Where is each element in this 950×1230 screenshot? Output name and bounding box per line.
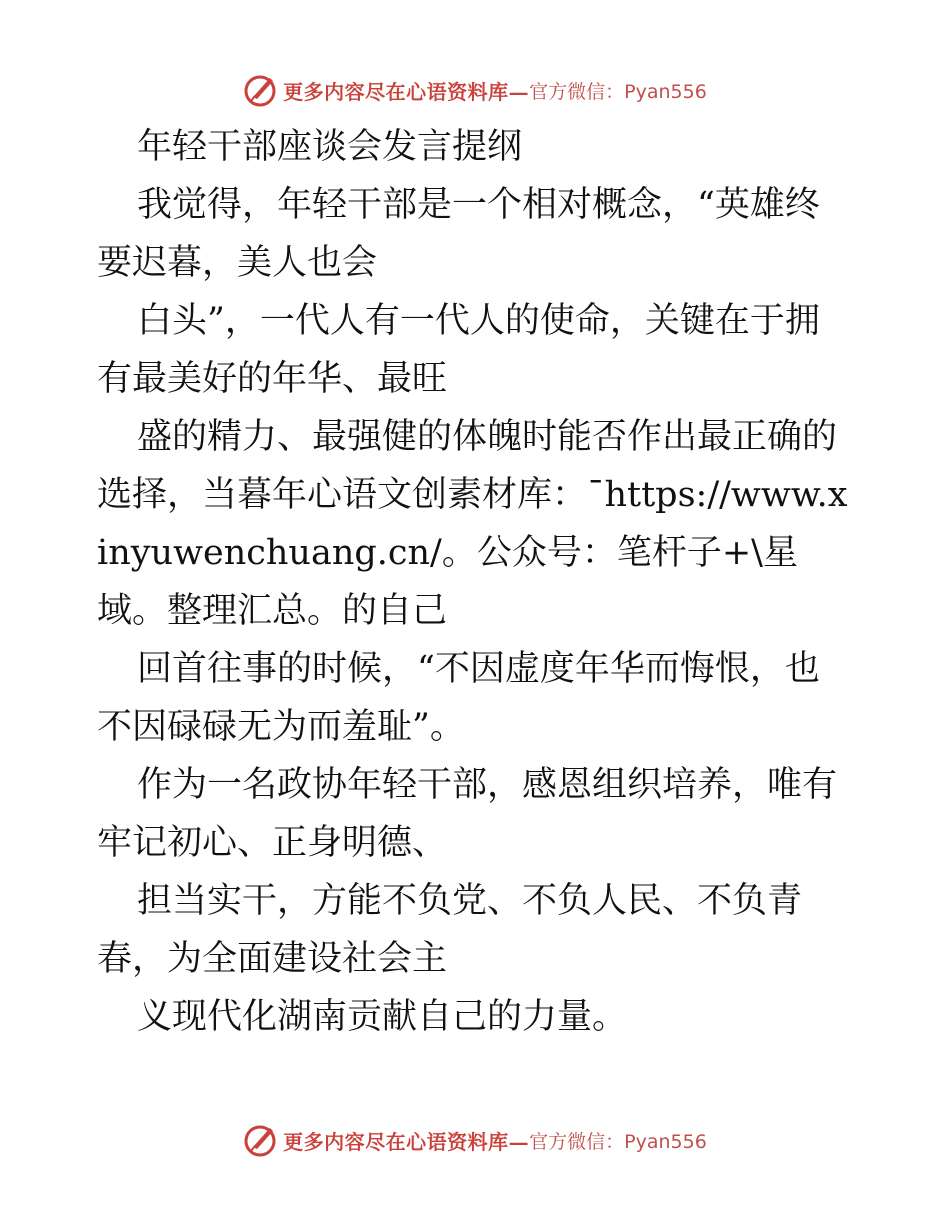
footer-ad-text: 更多内容尽在心语资料库—	[283, 1129, 530, 1154]
paragraph-5: 作为一名政协年轻干部，感恩组织培养，唯有牢记初心、正身明德、	[97, 765, 838, 863]
paragraph-1: 我觉得，年轻干部是一个相对概念，“英雄终要迟暮，美人也会	[97, 185, 820, 283]
document-body	[97, 118, 853, 1046]
quill-logo-icon	[243, 72, 279, 108]
header-watermark-banner	[0, 70, 950, 110]
header-ad-contact: 官方微信：Pyan556	[529, 80, 707, 103]
quill-logo-icon	[243, 1122, 279, 1158]
paragraph-2: 白头”，一代人有一代人的使命，关键在于拥有最美好的年华、最旺	[97, 301, 820, 399]
paragraph-7: 义现代化湖南贡献自己的力量。	[137, 997, 628, 1037]
footer-ad-contact: 官方微信：Pyan556	[529, 1130, 707, 1153]
document-title: 年轻干部座谈会发言提纲	[137, 127, 523, 167]
paragraph-3: 盛的精力、最强健的体魄时能否作出最正确的选择，当暮年心语文创素材库：¯https://www.xinyuwenchuang.cn/。公众号：笔杆子+\星域。整理汇总。的自己	[97, 417, 848, 631]
footer-watermark-banner	[0, 1120, 950, 1160]
paragraph-4: 回首往事的时候，“不因虚度年华而悔恨，也不因碌碌无为而羞耻”。	[97, 649, 820, 747]
paragraph-6: 担当实干，方能不负党、不负人民、不负青春，为全面建设社会主	[97, 881, 803, 979]
header-ad-text: 更多内容尽在心语资料库—	[283, 79, 530, 104]
